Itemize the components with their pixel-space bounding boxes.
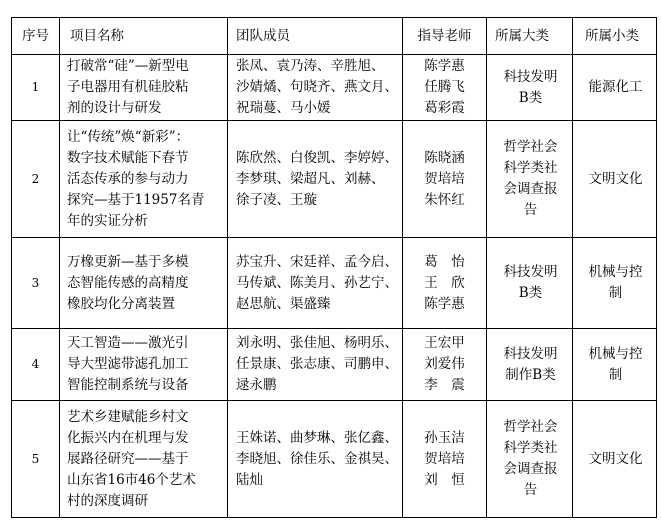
row-index-cell bbox=[12, 121, 60, 238]
title-line: 天工智造——激光引 bbox=[67, 335, 189, 351]
advisor-cell bbox=[403, 238, 487, 329]
advisor-line: 陈学惠 bbox=[424, 58, 465, 74]
title-line: 年的实证分析 bbox=[67, 212, 148, 229]
team-line: 马传斌、陈美月、孙艺宁、 bbox=[236, 274, 398, 291]
table-header-row bbox=[12, 18, 657, 55]
table-row bbox=[12, 55, 657, 121]
project-title-cell bbox=[60, 121, 228, 238]
title-line: 化振兴内在机理与发 bbox=[67, 429, 189, 446]
category-line: 制作B类 bbox=[505, 366, 556, 383]
title-line: 数字技术赋能下春节 bbox=[67, 149, 189, 166]
table-row bbox=[12, 121, 657, 238]
advisor-line: 葛彩霞 bbox=[424, 100, 465, 116]
advisor-line: 贺培培 bbox=[424, 170, 465, 187]
advisor-line: 陈学惠 bbox=[424, 295, 465, 312]
row-index: 1 bbox=[31, 80, 40, 94]
advisor-cell bbox=[403, 55, 487, 121]
category-line: 科学类社 bbox=[503, 160, 558, 176]
title-line: 打破常“硅”—新型电 bbox=[67, 58, 189, 74]
category-cell bbox=[487, 55, 573, 121]
subcategory-line: 机械与控 bbox=[588, 345, 643, 362]
team-members-cell bbox=[228, 238, 403, 329]
team-line: 陆灿 bbox=[236, 471, 263, 488]
header-index: 序号 bbox=[12, 18, 60, 55]
advisor-line: 王 欣 bbox=[424, 274, 465, 291]
advisor-line: 王宏甲 bbox=[424, 335, 465, 351]
subcategory-line: 机械与控 bbox=[588, 264, 643, 280]
title-line: 剂的设计与研发 bbox=[67, 100, 162, 116]
team-members-cell bbox=[228, 329, 403, 401]
category-line: 告 bbox=[523, 202, 538, 218]
category-line: 告 bbox=[523, 482, 538, 498]
title-line: 山东省16市46个艺术 bbox=[67, 471, 196, 488]
advisor-line: 李 震 bbox=[424, 377, 465, 393]
title-line: 让“传统”焕“新彩”： bbox=[67, 128, 190, 145]
team-line: 苏宝升、宋廷祥、孟今启、 bbox=[236, 253, 398, 270]
title-line: 导大型滤带滤孔加工 bbox=[67, 356, 189, 372]
team-members-cell bbox=[228, 121, 403, 238]
header-category: 所属大类 bbox=[487, 18, 573, 55]
title-line: 活态传承的参与动力 bbox=[67, 170, 189, 187]
advisor-line: 任腾飞 bbox=[424, 79, 465, 95]
subcategory-cell bbox=[573, 55, 657, 121]
subcategory-line: 文明文化 bbox=[588, 170, 643, 187]
row-index-cell bbox=[12, 401, 60, 518]
team-line: 李梦琪、梁超凡、刘赫、 bbox=[236, 170, 385, 187]
category-line: B类 bbox=[518, 89, 543, 106]
project-title-cell bbox=[60, 329, 228, 401]
title-line: 智能控制系统与设备 bbox=[67, 377, 189, 393]
advisor-line: 贺培培 bbox=[424, 450, 465, 467]
category-line: 哲学社会 bbox=[503, 419, 558, 435]
subcategory-cell bbox=[573, 238, 657, 329]
category-line: B类 bbox=[518, 285, 543, 301]
subcategory-cell bbox=[573, 401, 657, 518]
row-index-cell bbox=[12, 55, 60, 121]
category-cell bbox=[487, 401, 573, 518]
team-line: 逯永鹏 bbox=[236, 377, 277, 393]
advisor-line: 陈晓涵 bbox=[424, 149, 465, 166]
project-table bbox=[11, 17, 657, 518]
category-line: 科技发明 bbox=[503, 68, 558, 85]
advisor-line: 葛 怡 bbox=[424, 253, 465, 270]
title-line: 万橡更新—基于多模 bbox=[67, 253, 189, 270]
table-row bbox=[12, 238, 657, 329]
title-line: 橡胶均化分离装置 bbox=[67, 295, 175, 312]
table-row bbox=[12, 329, 657, 401]
category-cell bbox=[487, 121, 573, 238]
team-line: 陈欣然、白俊凯、李婷婷、 bbox=[236, 149, 398, 166]
row-index-cell bbox=[12, 329, 60, 401]
row-index: 5 bbox=[31, 451, 40, 466]
advisor-line: 刘爱伟 bbox=[424, 356, 465, 372]
team-line: 张凤、袁乃涛、辛胜旭、 bbox=[236, 58, 385, 74]
category-line: 科学类社 bbox=[503, 440, 558, 456]
category-line: 会调查报 bbox=[503, 461, 558, 477]
title-line: 村的深度调研 bbox=[67, 492, 148, 509]
header-subcategory: 所属小类 bbox=[573, 18, 657, 55]
row-index: 4 bbox=[31, 357, 40, 371]
title-line: 探究—基于11957名青 bbox=[67, 191, 205, 208]
row-index-cell bbox=[12, 238, 60, 329]
row-index: 3 bbox=[31, 275, 40, 290]
advisor-cell bbox=[403, 401, 487, 518]
category-line: 科技发明 bbox=[503, 264, 558, 280]
subcategory-line: 文明文化 bbox=[588, 450, 643, 467]
header-title: 项目名称 bbox=[60, 18, 228, 55]
team-members-cell bbox=[228, 401, 403, 518]
subcategory-line: 制 bbox=[608, 285, 623, 301]
subcategory-cell bbox=[573, 121, 657, 238]
subcategory-cell bbox=[573, 329, 657, 401]
project-title-cell bbox=[60, 238, 228, 329]
subcategory-line: 制 bbox=[608, 366, 623, 383]
team-line: 祝瑞蔓、马小媛 bbox=[236, 100, 331, 116]
category-line: 会调查报 bbox=[503, 181, 558, 197]
row-index: 2 bbox=[31, 171, 40, 186]
title-line: 展路径研究——基于 bbox=[67, 450, 189, 467]
advisor-cell bbox=[403, 329, 487, 401]
subcategory-line: 能源化工 bbox=[588, 79, 643, 95]
team-line: 赵思航、渠盛臻 bbox=[236, 295, 331, 312]
team-members-cell bbox=[228, 55, 403, 121]
team-line: 沙婧燏、句晓齐、燕文月、 bbox=[236, 79, 398, 95]
team-line: 刘永明、张佳旭、杨明乐、 bbox=[236, 335, 398, 351]
team-line: 徐子凌、王璇 bbox=[236, 191, 317, 208]
advisor-line: 刘 恒 bbox=[424, 471, 465, 488]
advisor-line: 朱怀红 bbox=[424, 191, 465, 208]
title-line: 子电器用有机硅胶粘 bbox=[67, 79, 189, 95]
team-line: 任景康、张志康、司鹏申、 bbox=[236, 356, 398, 372]
category-cell bbox=[487, 238, 573, 329]
project-title-cell bbox=[60, 401, 228, 518]
title-line: 态智能传感的高精度 bbox=[67, 274, 189, 291]
category-line: 哲学社会 bbox=[503, 139, 558, 155]
table-row bbox=[12, 401, 657, 518]
advisor-line: 孙玉洁 bbox=[424, 429, 465, 446]
header-advisor: 指导老师 bbox=[403, 18, 487, 55]
category-line: 科技发明 bbox=[503, 345, 558, 362]
category-cell bbox=[487, 329, 573, 401]
team-line: 王姝诺、曲梦琳、张亿鑫、 bbox=[236, 429, 398, 446]
project-title-cell bbox=[60, 55, 228, 121]
team-line: 李晓旭、徐佳乐、金祺昊、 bbox=[236, 450, 398, 467]
title-line: 艺术乡建赋能乡村文 bbox=[67, 408, 189, 425]
advisor-cell bbox=[403, 121, 487, 238]
header-team: 团队成员 bbox=[228, 18, 403, 55]
